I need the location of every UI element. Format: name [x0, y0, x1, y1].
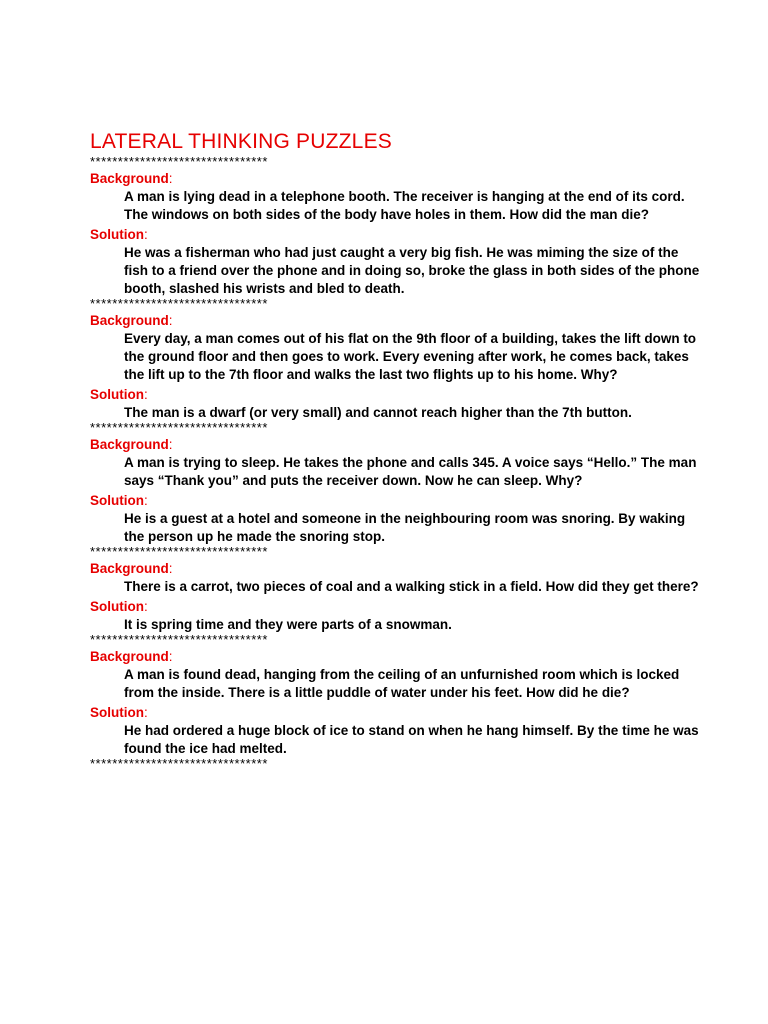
puzzle-block — [90, 170, 700, 310]
background-text: There is a carrot, two pieces of coal and a walking stick in a field. How did they get there? — [124, 579, 699, 594]
background-text: Every day, a man comes out of his flat on the 9th floor of a building, takes the lift down to the ground floor and then goes to work. Every evening after work, he comes back, takes the lift up to the 7th floor and walks the last two flights up to his home. Why? — [124, 331, 697, 382]
solution-text: He was a fisherman who had just caught a very big fish. He was miming the size of the fish to a friend over the phone and in doing so, broke the glass in both sides of the phone booth, slashed his wrists and bled to death. — [124, 245, 700, 296]
puzzle-block — [90, 436, 700, 558]
solution-text: He had ordered a huge block of ice to stand on when he hang himself. By the time he was found the ice had melted. — [124, 723, 699, 756]
solution-text: It is spring time and they were parts of a snowman. — [124, 617, 452, 632]
separator: ******************************** — [90, 422, 268, 434]
puzzle-block — [90, 560, 700, 646]
separator: ******************************** — [90, 546, 268, 558]
background-label: Background: — [90, 313, 173, 328]
solution-label: Solution: — [90, 599, 148, 614]
separator: ******************************** — [90, 758, 268, 770]
separator: ******************************** — [90, 634, 268, 646]
separator: ******************************** — [90, 156, 268, 168]
solution-label: Solution: — [90, 705, 148, 720]
background-label: Background: — [90, 437, 173, 452]
puzzle-block — [90, 648, 700, 770]
background-label: Background: — [90, 171, 173, 186]
background-text: A man is trying to sleep. He takes the phone and calls 345. A voice says “Hello.” The man says “Thank you” and puts the receiver down. Now he can sleep. Why? — [124, 455, 697, 488]
page-title: LATERAL THINKING PUZZLES — [90, 130, 392, 153]
document-page — [90, 128, 700, 770]
background-label: Background: — [90, 561, 173, 576]
background-text: A man is found dead, hanging from the ceiling of an unfurnished room which is locked from the inside. There is a little puddle of water under his feet. How did he die? — [124, 667, 680, 700]
solution-text: He is a guest at a hotel and someone in the neighbouring room was snoring. By waking the person up he made the snoring stop. — [124, 511, 686, 544]
solution-label: Solution: — [90, 227, 148, 242]
background-label: Background: — [90, 649, 173, 664]
separator: ******************************** — [90, 298, 268, 310]
background-text: A man is lying dead in a telephone booth. The receiver is hanging at the end of its cord. The windows on both sides of the body have holes in them. How did the man die? — [124, 189, 685, 222]
solution-text: The man is a dwarf (or very small) and cannot reach higher than the 7th button. — [124, 405, 632, 420]
solution-label: Solution: — [90, 387, 148, 402]
solution-label: Solution: — [90, 493, 148, 508]
puzzle-block — [90, 312, 700, 434]
